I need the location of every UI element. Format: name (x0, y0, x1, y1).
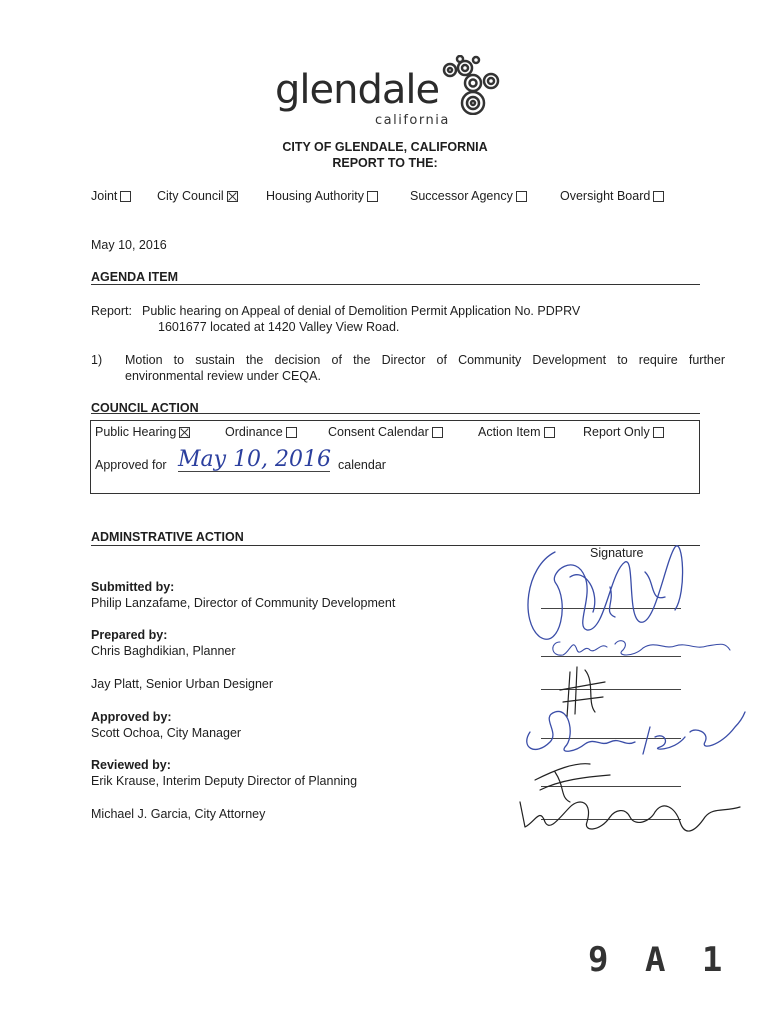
logo-swirl-icon (433, 55, 503, 115)
signature-label: Signature (590, 546, 644, 560)
option-ordinance[interactable]: Ordinance (225, 425, 297, 439)
header-city: CITY OF GLENDALE, CALIFORNIA (282, 140, 488, 154)
checkbox[interactable] (544, 427, 555, 438)
submitted-by-label: Submitted by: (91, 580, 175, 594)
checkbox[interactable] (286, 427, 297, 438)
checkbox[interactable] (653, 191, 664, 202)
header-report-to: REPORT TO THE: (332, 156, 438, 170)
reviewed-by-name-1: Erik Krause, Interim Deputy Director of Planning (91, 774, 358, 788)
approved-for-label: Approved for (95, 458, 167, 472)
item-line-2: environmental review under CEQA. (125, 369, 321, 383)
signature-reviewed (520, 764, 740, 831)
item-number: 1) (91, 353, 103, 367)
prepared-by-label: Prepared by: (91, 628, 168, 642)
prepared-by-name-1: Chris Baghdikian, Planner (91, 644, 236, 658)
admin-action-heading: ADMINSTRATIVE ACTION (91, 530, 244, 544)
checkbox[interactable] (653, 427, 664, 438)
logo-subtitle: california (375, 113, 450, 128)
checkbox[interactable] (516, 191, 527, 202)
checked-checkbox[interactable] (179, 427, 190, 438)
calendar-label: calendar (338, 458, 386, 472)
submitted-by-name: Philip Lanzafame, Director of Community Development (91, 596, 396, 610)
signature-prepared-2 (560, 667, 605, 717)
signature-scribbles (515, 532, 755, 852)
report-to-city-council[interactable]: City Council (157, 189, 238, 203)
report-line-2: 1601677 located at 1420 Valley View Road. (158, 320, 400, 334)
report-to-joint[interactable]: Joint (91, 189, 131, 203)
glendale-logo (275, 55, 505, 130)
option-action-item[interactable]: Action Item (478, 425, 555, 439)
council-action-heading: COUNCIL ACTION (91, 401, 199, 415)
report-label: Report: (91, 304, 132, 318)
divider (91, 413, 700, 414)
option-report-only[interactable]: Report Only (583, 425, 664, 439)
checked-checkbox[interactable] (227, 191, 238, 202)
divider (91, 284, 700, 285)
report-to-successor-agency[interactable]: Successor Agency (410, 189, 527, 203)
approved-by-name: Scott Ochoa, City Manager (91, 726, 242, 740)
checkbox[interactable] (367, 191, 378, 202)
logo-wordmark: glendale (275, 67, 440, 113)
item-line-1: Motion to sustain the decision of the Director of Community Development to require further (125, 353, 725, 367)
report-date: May 10, 2016 (91, 238, 167, 252)
reviewed-by-name-2: Michael J. Garcia, City Attorney (91, 807, 266, 821)
report-line-1: Public hearing on Appeal of denial of Demolition Permit Application No. PDPRV (142, 304, 581, 318)
checkbox[interactable] (432, 427, 443, 438)
checkbox[interactable] (120, 191, 131, 202)
approved-by-label: Approved by: (91, 710, 172, 724)
option-public-hearing[interactable]: Public Hearing (95, 425, 190, 439)
report-to-housing-authority[interactable]: Housing Authority (266, 189, 378, 203)
signature-submitted (528, 546, 683, 639)
signature-approved (527, 711, 745, 754)
signature-prepared-1 (553, 641, 730, 656)
reviewed-by-label: Reviewed by: (91, 758, 171, 772)
agenda-item-heading: AGENDA ITEM (91, 270, 179, 284)
approved-date-line (178, 471, 330, 472)
page-stamp: 9 A 1 (588, 940, 731, 980)
prepared-by-name-2: Jay Platt, Senior Urban Designer (91, 677, 274, 691)
approved-date-handwriting: May 10, 2016 (178, 447, 332, 472)
report-to-oversight-board[interactable]: Oversight Board (560, 189, 664, 203)
option-consent-calendar[interactable]: Consent Calendar (328, 425, 443, 439)
